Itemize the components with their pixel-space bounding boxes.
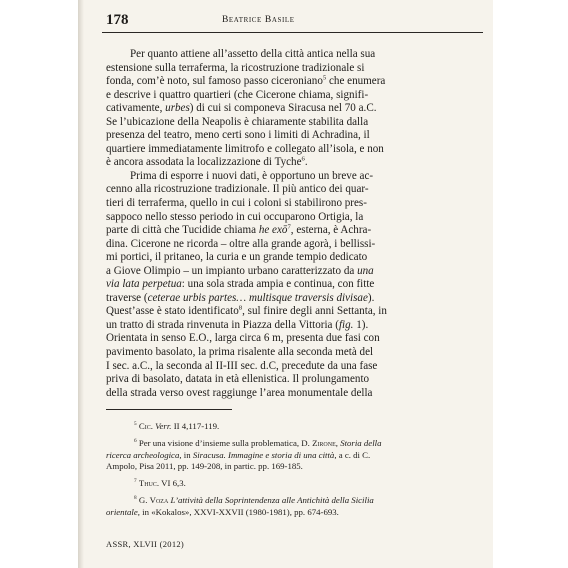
footnote-6-line: $^6$ Per una visione d’insieme sulla problematica, D. Zirone, Storia della [134, 438, 382, 449]
footnote-ref: 5 [322, 74, 327, 82]
paragraph-2-line: della strada verso ovest raggiunge l’area monumentale della [106, 386, 373, 399]
italic-text: ceterae urbis partes… multisque traversis divisae [147, 291, 368, 304]
author-name: Thuc. [138, 478, 160, 489]
paragraph-2-line: a Giove Olimpio – un impianto urbano caratterizzato da una [106, 264, 374, 277]
paragraph-2-line: mi portici, il pritaneo, la curia e un grande tempio dedicato [106, 251, 368, 264]
author-name: Cic. [138, 421, 153, 431]
footnote-8-line: $^8$ G. Voza L’attività della Soprintendenza alle Antichità della Sicilia [134, 495, 374, 506]
author-name: Voza [149, 495, 169, 506]
paragraph-2 [106, 170, 482, 400]
author-name: Zirone [312, 438, 336, 449]
paragraph-1-line: è ancora assodata la localizzazione di Tyche$^6$. [106, 155, 308, 169]
italic-text: he exō [258, 224, 288, 237]
paragraph-1 [106, 48, 482, 170]
journal-footer: ASSR, XLVII (2012) [106, 539, 185, 549]
footnote-7-line: $^7$ Thuc. VI 6,3. [134, 478, 186, 489]
book-page [78, 0, 493, 568]
paragraph-1-line: e descrive i quattro quartieri (che Cicerone chiama, signifi- [106, 88, 369, 101]
footnote-number: 8 [134, 495, 137, 502]
footnote-ref: 8 [238, 304, 243, 312]
paragraph-2-line: dina. Cicerone ne ricorda – oltre alla grande agorà, i bellissi- [106, 237, 376, 250]
paragraph-2-line: I sec. a.C., la seconda al II-III sec. d.C, precedute da una fase [106, 359, 378, 372]
footnote-ref: 7 [287, 223, 291, 231]
footnote-number: 7 [134, 478, 137, 485]
paragraph-1-line: fonda, com’è noto, sul famoso passo ciceroniano$^5$ che enumera [106, 74, 386, 88]
paragraph-2-line: sappoco nello stesso periodo in cui occuparono Ortigia, la [106, 210, 364, 223]
page-gutter-shadow [78, 0, 84, 568]
italic-text: Storia della [340, 438, 382, 449]
running-head: Beatrice Basile [222, 15, 295, 25]
paragraph-1-line: estensione sulla terraferma, la ricostruzione tradizionale si [106, 61, 365, 74]
italic-text: orientale [106, 506, 138, 517]
paragraph-2-line: un tratto di strada rinvenuta in Piazza della Vittoria (fig. 1). [106, 318, 369, 331]
paragraph-2-line: parte di città che Tucidide chiama he exō$^7$, esterna, è Achra- [106, 223, 372, 237]
paragraph-2-line: traverse (ceterae urbis partes… multisque traversis divisae). [106, 291, 375, 304]
page-number: 178 [106, 12, 129, 28]
italic-text: via lata perpetua [106, 278, 182, 291]
footnotes [106, 421, 482, 518]
paragraph-1-line: Se l’ubicazione della Neapolis è chiaramente stabilita dalla [106, 115, 369, 128]
paragraph-1-line: quartiere immediatamente limitrofo e collegato all’isola, e non [106, 142, 384, 155]
italic-text: Verr. [152, 421, 172, 431]
page-header [102, 10, 483, 33]
italic-text: Siracusa. Immagine e storia di una città [192, 449, 335, 460]
italic-text: urbes [165, 102, 190, 115]
footnote-5-line: $^5$ Cic. Verr. II 4,117-119. [134, 421, 220, 431]
paragraph-1-line: Per quanto attiene all’assetto della città antica nella sua [130, 48, 376, 60]
footnote-6-line: ricerca archeologica, in Siracusa. Immagine e storia di una città, a c. di C. [106, 449, 371, 460]
main-text [106, 48, 482, 400]
paragraph-2-line: Quest’asse è stato identificato$^8$, sul finire degli anni Settanta, in [106, 304, 387, 318]
paragraph-1-line: presenza del teatro, meno certi sono i limiti di Achradina, il [106, 129, 370, 142]
italic-text: una [357, 264, 374, 277]
paragraph-2-line: priva di basolato, datata in età ellenistica. Il prolungamento [106, 373, 370, 386]
paragraph-2-line: via lata perpetua: una sola strada ampia e continua, con fitte [106, 278, 375, 291]
footnote-number: 6 [134, 438, 137, 445]
italic-text: ricerca archeologica [106, 449, 180, 460]
italic-text: L’attività della Soprintendenza alle Antichità della Sicilia [170, 495, 374, 506]
footnote-number: 5 [134, 421, 137, 428]
footnote-8-line: orientale, in «Kokalos», XXVI-XXVII (1980-1981), pp. 674-693. [106, 506, 339, 517]
paragraph-2-line: Prima di esporre i nuovi dati, è opportuno un breve ac- [130, 169, 374, 182]
paragraph-1-line: cativamente, urbes) di cui si componeva Siracusa nel 70 a.C. [106, 102, 377, 115]
paragraph-2-line: cenno alla ricostruzione tradizionale. Il più antico dei quar- [106, 183, 369, 196]
paragraph-2-line: pavimento basolato, la prima risalente alla seconda metà del [106, 346, 374, 359]
footnote-separator [106, 409, 232, 410]
footnote-6-line: Ampolo, Pisa 2011, pp. 149-208, in partic. pp. 169-185. [106, 460, 303, 471]
footnote-ref: 6 [301, 155, 305, 163]
italic-text: fig. [338, 318, 354, 331]
paragraph-2-line: tieri di terraferma, quello in cui i coloni si stabilirono pres- [106, 197, 367, 210]
paragraph-2-line: Orientata in senso E.O., larga circa 6 m, presenta due fasi con [106, 332, 380, 345]
